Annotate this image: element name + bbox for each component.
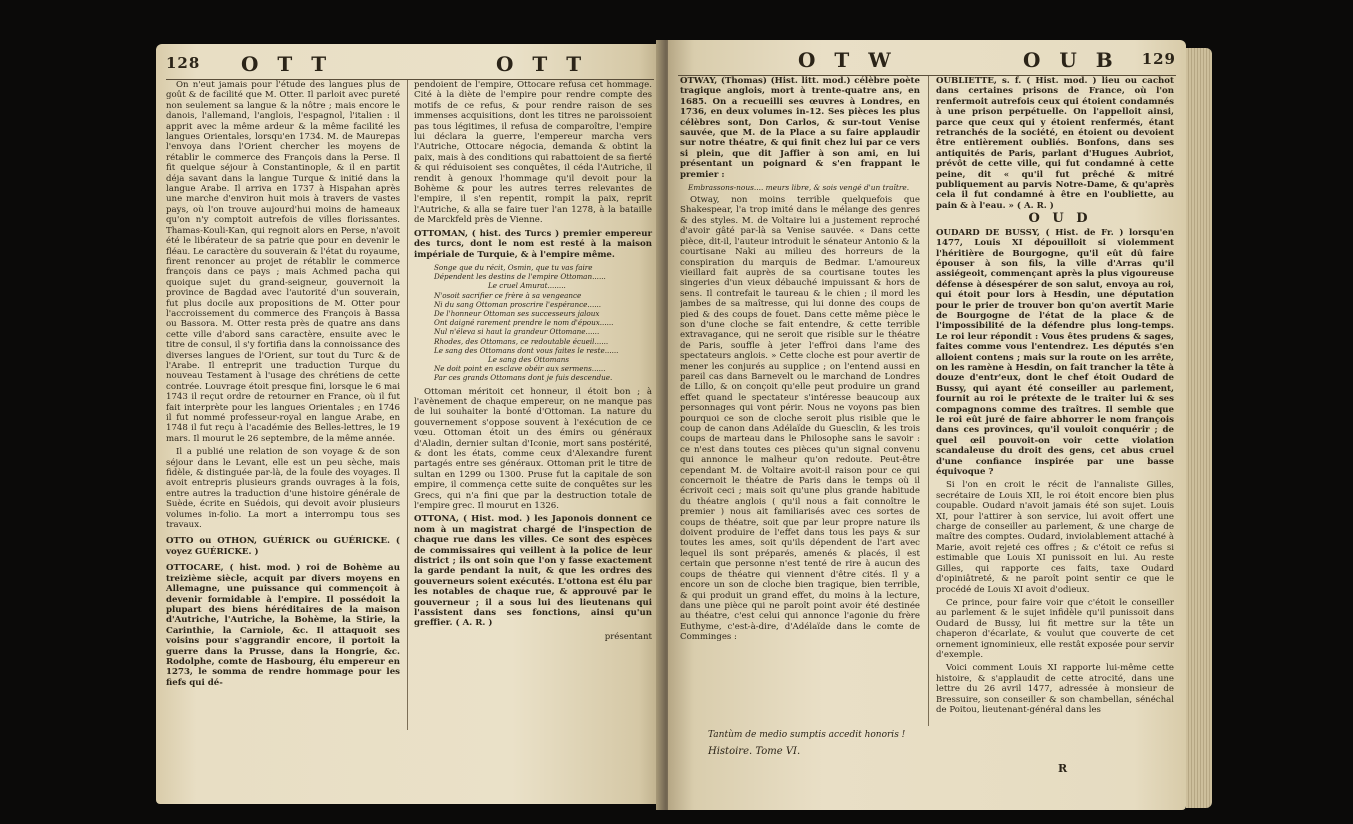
right-page-header	[678, 48, 1176, 74]
verse-line: Ont daigné rarement prendre le nom d'époux......	[434, 318, 614, 328]
verse-line: Ni du sang Ottoman proscrire l'espérance......	[434, 299, 602, 309]
verse-line: Songe que du récit, Osmin, que tu vas faire	[434, 262, 593, 272]
verse-line: Ne doit point en esclave obéir aux sermens......	[434, 364, 606, 374]
verse-line: Dépendent les destins de l'empire Ottoman......	[434, 272, 606, 282]
column-divider	[407, 80, 408, 730]
left-column-1	[166, 80, 400, 691]
running-head-right-column: O T T	[496, 52, 588, 76]
right-column-1	[680, 76, 920, 716]
entry-oubliette: OUBLIETTE, s. f. ( Hist. mod. ) lieu ou cachot dans certaines prisons de France, où l'on renfermoit autrefois ceux qui étoient condamnés à une prison perpétuelle. On l'appelloit ainsi, parce que ceux qui y étoient renfermés, étant retranchés de la société, en étoient ou devoient être entièrement oubliés. Bonfons, dans ses antiquités de Paris, parlant d'Hugues Aubriot, prévôt de cette ville, qui fut condamné à cette peine, dit « qu'il fut prêché & mitré publiquement au parvis Notre-Dame, & qu'après cela il fut condamné à être en l'oubliette, au pain & à l'eau. » ( A. R. )	[936, 76, 1174, 211]
verse-line: Le sang des Ottomans	[488, 354, 570, 364]
running-head: O T W	[798, 48, 897, 72]
paragraph: Il a publié une relation de son voyage & de son séjour dans le Levant, elle est un peu sèche, mais fidèle, & distinguée par-là, de la foule des voyages. Il avoit entrepris plusieurs grands ouvrages à la fois, entre autres la traduction d'une histoire générale de Suède, écrite en Suédois, qui devoit avoir plusieurs volumes in-folio. La mort a interrompu tous ses travaux.	[166, 447, 400, 531]
catchword: présentant	[604, 631, 652, 642]
paragraph: Si l'on en croit le récit de l'annaliste Gilles, secrétaire de Louis XII, le roi étoit encore bien plus coupable. Oudard n'avoit jamais été son sujet. Louis XI, pour l'attirer à son service, lui avoit offert une charge de conseiller au parlement, & une charge de maître des comptes. Oudard, inviolablement attaché à Marie, avoit rejeté ces offres ; & c'étoit ce refus si estimable que Louis XI punissoit en lui. Au reste Gilles, qui rapporte ces faits, taxe Oudard d'opiniâtreté, & ne paroît point sentir ce que le procédé de Louis XI avoit d'odieux.	[936, 480, 1174, 595]
column-divider	[928, 76, 929, 726]
paragraph: Voici comment Louis XI rapporte lui-même cette histoire, & s'applaudit de cette atrocité, dans une lettre du 26 avril 1477, adressée à monsieur de Bressuire, son conseiller & son chambellan, sénéchal de Poitou, lieutenant-général dans les	[936, 663, 1174, 715]
right-page	[668, 40, 1186, 810]
page-number: 128	[166, 54, 201, 72]
verse-line: Le cruel Amurat........	[488, 281, 566, 291]
section-heading: O U D	[1028, 211, 1092, 227]
paragraph: On n'eut jamais pour l'étude des langues plus de goût & de facilité que M. Otter. Il parloit avec pureté non seulement sa langue & la nôtre ; mais encore le danois, l'allemand, l'anglois, l'espagnol, l'italien : il apprit avec la même ardeur & la même facilité les langues Orientales, lorsqu'en 1734. M. de Maurepas l'envoya dans l'Orient chercher les moyens de rétablir le commerce des François dans la Perse. Il fit quelque séjour à Constantinople, & il en partit déja savant dans la langue Turque & initié dans la langue Arabe. Il arriva en 1737 à Hispahan après une marche d'environ huit mois à travers de vastes pays, où l'on trouve aujourd'hui moins de hameaux qu'on n'y comptoit autrefois de villes florissantes. Thamas-Kouli-Kan, qui regnoit alors en Perse, n'avoit été le libérateur de sa patrie que pour en devenir le fléau. Le caractère du souverain & l'état du royaume, firent renoncer au projet de rétablir le commerce françois dans ce pays ; mais Achmed pacha qui quoique sujet du grand-seigneur, gouvernoit la province de Bagdad avec l'autorité d'un souverain, fut plus docile aux propositions de M. Otter pour l'accroissement du commerce des François à Bassa ou Bassora. M. Otter resta près de quatre ans dans cette ville d'abord sans caractère, ensuite avec le titre de consul, il s'y fortifia dans la connoissance des diverses langues de l'Orient, sur tout du Turc & de l'Arabe. Il entreprit une traduction Turque du nouveau Testament à l'usage des chrétiens de cette contrée. Louvrage étoit presque fini, lorsque le 6 mai 1743 il reçut ordre de retourner en France, où il fut fait interprète pour les langues Orientales ; en 1746 il fut nommé professeur-royal en langue Arabe, en 1748 il fut reçu à l'académie des Belles-lettres, le 19 mars. Il mourut le 26 septembre, de la même année.	[166, 80, 400, 444]
left-page	[156, 44, 664, 804]
entry-ottocare: OTTOCARE, ( hist. mod. ) roi de Bohème au treizième siècle, acquit par divers moyens en Allemagne, une puissance qui commençoit à devenir formidable à l'empire. Il possédoit la plupart des biens héréditaires de la maison d'Autriche, l'Autriche, la Bohème, la Stirie, la Carinthie, la Carniole, &c. Il attaquoit ses voisins pour s'aggrandir encore, il portoit la guerre dans la Prusse, dans la Hongrie, &c. Rodolphe, comte de Hasbourg, élu empereur en 1273, le somma de rendre hommage pour les fiefs qui dé-	[166, 563, 400, 688]
paragraph: Otway, non moins terrible quelquefois que Shakespear, l'a trop imité dans le mélange des genres & des styles. M. de Voltaire lui a justement reproché d'avoir gâté par-là sa Venise sauvée. « Dans cette pièce, dit-il, l'auteur introduit le sénateur Antonio & la courtisane Naki au milieu des horreurs de la conspiration du marquis de Bedmar. L'amoureux vieillard fait auprès de sa courtisane toutes les singeries d'un vieux débauché impuissant & hors de sens. Il contrefait le taureau & le chien ; il mord les jambes de sa maîtresse, qui lui donne des coups de pied & des coups de fouet. Dans cette même pièce le son d'une cloche se fait entendre, & cette terrible extravagance, qui ne seroit que risible sur le théatre de Paris, souffle à jeter l'effroi dans l'ame des spectateurs anglois. » Cette cloche est pour avertir de mener les conjurés au supplice ; on l'entend aussi en pareil cas dans Barnevelt ou le marchand de Londres de Lillo, & on conçoit qu'elle peut produire un grand effet quand le spectateur s'intéresse beaucoup aux personnages qui vont périr. Nous ne voyons pas bien pourquoi ce son de cloche seroit plus risible que le coup de canon dans Adélaïde du Guesclin, & les trois coups de marteau dans le Philosophe sans le savoir : ce n'est dans toutes ces pièces qu'un signal convenu qui annonce le malheur qu'on redoute. Peut-être cependant M. de Voltaire avoit-il raison pour ce qui concernoit le théatre de Paris dans le temps où il écrivoit ceci ; mais soit qu'une plus grande habitude du théatre anglois ( qu'il nous a fait connoître le premier ) nous ait familiarisés avec ces sortes de coups de théatre, soit que par leur propre nature ils doivent produire de l'effet dans tous les pays & sur toutes les ames, soit qu'ils dépendent de l'art avec lequel ils sont préparés, amenés & placés, il est certain que personne n'est tenté de rire à aucun des coups de théatre qui viennent d'être cités. Il y a encore un son de cloche bien tragique, bien terrible, & qui produit un grand effet, du moins à la lecture, dans une pièce qui ne paroît point avoir été destinée au théatre, c'est celui qui annonce l'agonie du frère Euthyme, c'est-à-dire, d'Adélaïde dans le comte de Comminges :	[680, 195, 920, 643]
entry-ottona: OTTONA, ( Hist. mod. ) les Japonois donnent ce nom à un magistrat chargé de l'inspection de chaque rue dans les villes. Ce sont des espèces de commissaires qui veillent à la police de leur district ; ils ont soin que l'on y fasse exactement la garde pendant la nuit, & que les ordres des gouverneurs soient exécutés. L'ottona est élu par les notables de chaque rue, & approuvé par le gouverneur ; il a sous lui des lieutenans qui l'assistent dans ses fonctions, ainsi qu'un greffier. ( A. R. )	[414, 514, 652, 629]
left-column-2	[414, 80, 652, 645]
verse-line: Rhodes, des Ottomans, ce redoutable écueil......	[434, 336, 609, 346]
epigraph-line: Tantùm de medio sumptis accedit honoris !	[708, 730, 906, 740]
entry-ottoman: OTTOMAN, ( hist. des Turcs ) premier empereur des turcs, dont le nom est resté à la maison impériale de Turquie, & à l'empire même.	[414, 228, 652, 260]
page-number: 129	[1141, 50, 1176, 68]
running-head: O U B	[1023, 48, 1119, 72]
quotation: Embrassons-nous.... meurs libre, & sois vengé d'un traître.	[688, 183, 910, 193]
entry-otway: OTWAY, (Thomas) (Hist. litt. mod.) célèbre poète tragique anglois, mort à trente-quatre ans, en 1685. On a recueilli ses œuvres à Londres, en 1736, en deux volumes in-12. Ses pièces les plus célèbres sont, Don Carlos, & sur-tout Venise sauvée, que M. de la Place a su faire applaudir sur notre théatre, & qui finit chez lui par ce vers si plein, que dit Jaffier à son ami, en lui présentant un poignard & s'en frappant le premier :	[680, 76, 920, 180]
entry-otto: OTTO ou OTHON, GUÉRICK ou GUÉRICKE. ( voyez GUÉRICKE. )	[166, 536, 400, 557]
running-head: O T T	[241, 52, 333, 76]
paragraph: Ottoman méritoit cet honneur, il étoit bon ; à l'avènement de chaque empereur, on ne manque pas de lui souhaiter la bonté d'Ottoman. La nature du gouvernement s'oppose souvent à l'exécution de ce vœu. Ottoman étoit un des émirs ou généraux d'Aladin, dernier sultan d'Iconie, mort sans postérité, & dont les états, comme ceux d'Alexandre furent partagés entre ses généraux. Ottoman prit le titre de sultan en 1299 ou 1300. Pruse fut la capitale de son empire, il commença cette suite de conquêtes sur les Grecs, qui n'a fini que par la destruction totale de l'empire grec. Il mourut en 1326.	[414, 386, 652, 512]
quoted-verses	[414, 263, 652, 383]
right-column-2	[936, 76, 1174, 756]
gathering-signature: R	[1058, 762, 1068, 775]
verse-line: N'osoit sacrifier ce frère à sa vengeance	[434, 290, 582, 300]
entry-oudard: OUDARD DE BUSSY, ( Hist. de Fr. ) lorsqu'en 1477, Louis XI dépouilloit si violemment l'héritière de Bourgogne, qu'il eût dû faire épouser à son fils, la ville d'Arras qu'il assiégeoit, commençant après la plus vigoureuse défense à désespérer de son salut, envoya au roi, qui étoit pour lors à Hesdin, une députation pour le prier de trouver bon qu'on avertît Marie de Bourgogne de l'état de la place & de l'impossibilité de la défendre plus long-temps. Le roi leur répondit : Vous êtes prudens & sages, faites comme vous l'entendrez. Les députés s'en alloient contens ; mais sur la route on les arrête, on les ramène à Hesdin, on fait trancher la tête à douze d'entr'eux, dont le chef étoit Oudard de Bussy, qui ayant été conseiller au parlement, fournit au roi le prétexte de le traiter lui & ses compagnons comme des traîtres. Il semble que le roi eût juré de faire abhorrer le nom françois dans ces provinces, qu'il vouloit conquérir ; de quel œil pouvoit-on voir cette violation scandaleuse du droit des gens, cet abus cruel d'une confiance inspirée par une basse équivoque ?	[936, 227, 1174, 478]
verse-line: Nul n'éleva si haut la grandeur Ottomane......	[434, 327, 600, 337]
paragraph: pendoient de l'empire, Ottocare refusa cet hommage. Cité à la diète de l'empire pour rendre compte des motifs de ce refus, & pour rendre raison de ses immenses acquisitions, dont les titres ne paroissoient pas tous légitimes, il refusa de comparoître, l'empire lui déclara la guerre, l'empereur marcha vers l'Autriche, Ottocare négocia, demanda & obtint la paix, mais à des conditions qui rabattoient de sa fierté & qui réduisoient ses conquêtes, il céda l'Autriche, il rendit à genoux l'hommage qu'il devoit pour la Bohème & pour les autres terres relevantes de l'empire, il s'en repentit, rompit la paix, reprit l'Autriche, & alla se faire tuer l'an 1278, à la bataille de Marckfeld près de Vienne.	[414, 80, 652, 226]
volume-signature: Histoire. Tome VI.	[708, 746, 801, 757]
verse-line: Le sang des Ottomans dont vous faites le reste......	[434, 345, 619, 355]
paragraph: Ce prince, pour faire voir que c'étoit le conseiller au parlement & le sujet infidèle qu'il punissoit dans Oudard de Bussy, lui fit mettre sur la tête un chaperon d'écarlate, & voulut que couverte de cet ornement ignominieux, elle restât exposée pour servir d'exemple.	[936, 597, 1174, 660]
verse-line: Par ces grands Ottomans dont je fuis descendue.	[434, 373, 613, 383]
page-edges	[1186, 48, 1212, 808]
verse-line: De l'honneur Ottoman ses successeurs jaloux	[434, 308, 600, 318]
left-page-header	[166, 52, 654, 78]
